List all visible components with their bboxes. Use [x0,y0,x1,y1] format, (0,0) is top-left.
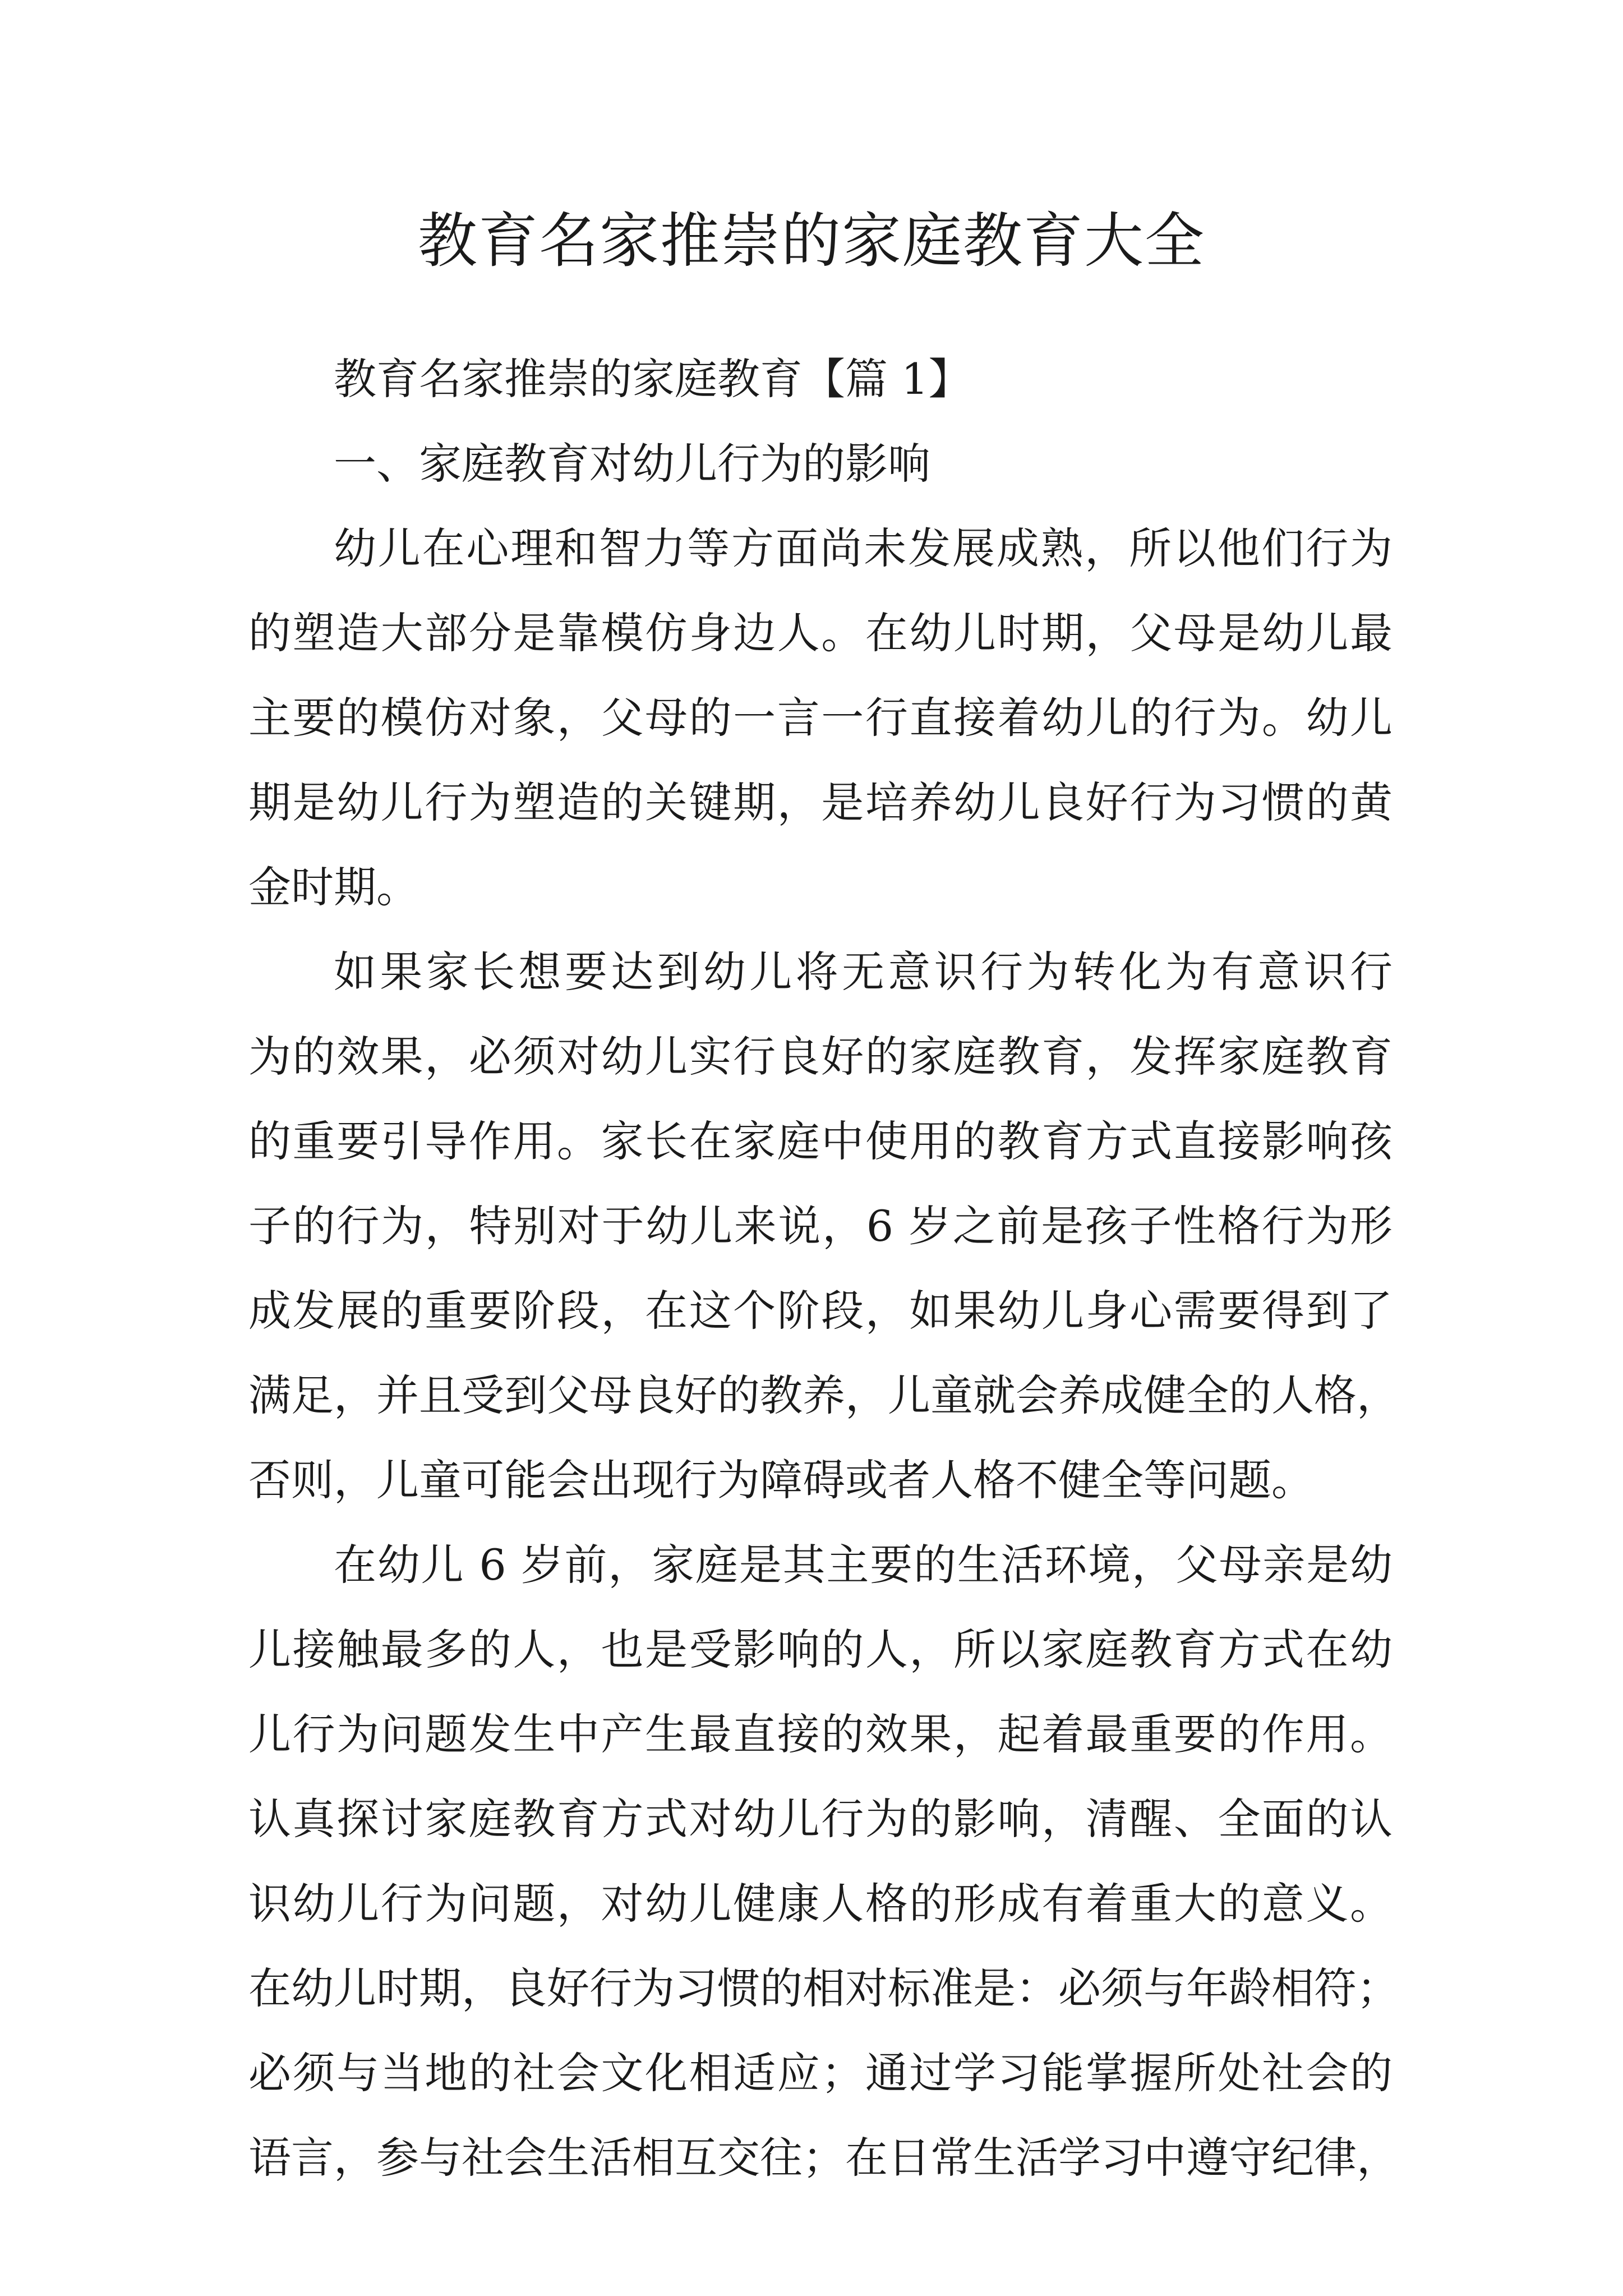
paragraph-2-line: 满足，并且受到父母良好的教养，儿童就会养成健全的人格， [248,1370,1399,1420]
paragraph-1-line: 金时期。 [248,862,419,912]
paragraph-1-line: 的塑造大部分是靠模仿身边人。在幼儿时期，父母是幼儿最 [248,608,1393,658]
paragraph-3-line: 儿接触最多的人，也是受影响的人，所以家庭教育方式在幼 [248,1625,1393,1674]
subsection-heading: 一、家庭教育对幼儿行为的影响 [334,439,930,489]
paragraph-3-line: 儿行为问题发生中产生最直接的效果，起着最重要的作用。 [248,1709,1393,1759]
paragraph-3-line: 语言，参与社会生活相互交往；在日常生活学习中遵守纪律， [248,2133,1399,2183]
paragraph-2-line: 否则，儿童可能会出现行为障碍或者人格不健全等问题。 [248,1455,1314,1505]
paragraph-1-line: 期是幼儿行为塑造的关键期，是培养幼儿良好行为习惯的黄 [248,777,1393,827]
paragraph-3-line: 认真探讨家庭教育方式对幼儿行为的影响，清醒、全面的认 [248,1794,1393,1844]
paragraph-2-line: 子的行为，特别对于幼儿来说，6 岁之前是孩子性格行为形 [248,1201,1393,1251]
document-title: 教育名家推崇的家庭教育大全 [418,206,1205,275]
paragraph-1-line: 幼儿在心理和智力等方面尚未发展成熟，所以他们行为 [334,523,1393,573]
section-heading: 教育名家推崇的家庭教育【篇 1】 [334,354,971,404]
paragraph-1-line: 主要的模仿对象，父母的一言一行直接着幼儿的行为。幼儿 [248,693,1393,743]
paragraph-3-line: 识幼儿行为问题，对幼儿健康人格的形成有着重大的意义。 [248,1879,1393,1929]
paragraph-3-line: 在幼儿时期，良好行为习惯的相对标准是：必须与年龄相符； [248,1963,1399,2013]
paragraph-3-line: 必须与当地的社会文化相适应；通过学习能掌握所处社会的 [248,2048,1393,2098]
paragraph-2-line: 的重要引导作用。家长在家庭中使用的教育方式直接影响孩 [248,1116,1393,1166]
paragraph-2-line: 为的效果，必须对幼儿实行良好的家庭教育，发挥家庭教育 [248,1032,1393,1082]
paragraph-2-line: 如果家长想要达到幼儿将无意识行为转化为有意识行 [334,947,1393,997]
document-body [248,337,1399,2200]
paragraph-3-line: 在幼儿 6 岁前，家庭是其主要的生活环境，父母亲是幼 [334,1540,1393,1590]
paragraph-2-line: 成发展的重要阶段，在这个阶段，如果幼儿身心需要得到了 [248,1286,1393,1336]
